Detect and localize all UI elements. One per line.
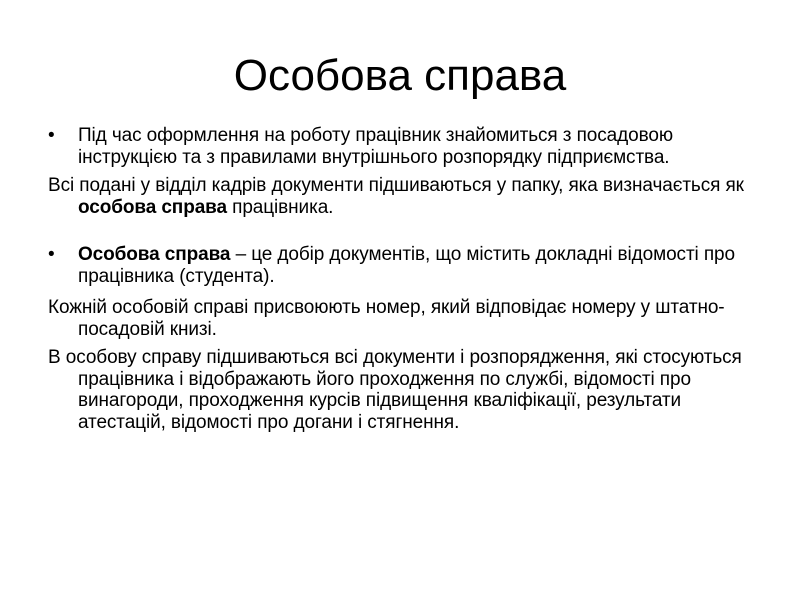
paragraph-definition <box>48 244 768 287</box>
bold-term: особова справа <box>78 196 227 218</box>
paragraph-numbering <box>48 297 768 340</box>
paragraph-text: – це добір документів, що містить докладні відомості про працівника (студента). <box>78 244 735 287</box>
bullet-icon: • <box>48 244 55 265</box>
slide-body <box>48 125 768 433</box>
paragraph-contents <box>48 347 768 433</box>
bold-term: Особова справа <box>78 244 231 265</box>
paragraph-text: Під час оформлення на роботу працівник знайомиться з посадовою інструкцією та з правилами внутрішнього розпорядку підприємства. <box>78 125 673 168</box>
paragraph-text: В особову справу підшиваються всі документи і розпорядження, які стосуються працівника і відображають його проходження по службі, відомості про винагороди, проходження курсів підвищення кваліфікації, результати атестацій, відомості про догани і стягнення. <box>48 347 742 433</box>
bullet-icon: • <box>48 125 55 146</box>
paragraph-folder <box>48 175 768 218</box>
paragraph-text: Всі подані у відділ кадрів документи підшиваються у папку, яка визначається як <box>48 175 744 196</box>
paragraph-text: Кожній особовій справі присвоюють номер, який відповідає номеру у штатно-посадовій книзі. <box>48 297 725 340</box>
slide-title: Особова справа <box>233 51 567 100</box>
paragraph-text: працівника. <box>226 196 334 218</box>
paragraph-induction <box>48 125 768 168</box>
